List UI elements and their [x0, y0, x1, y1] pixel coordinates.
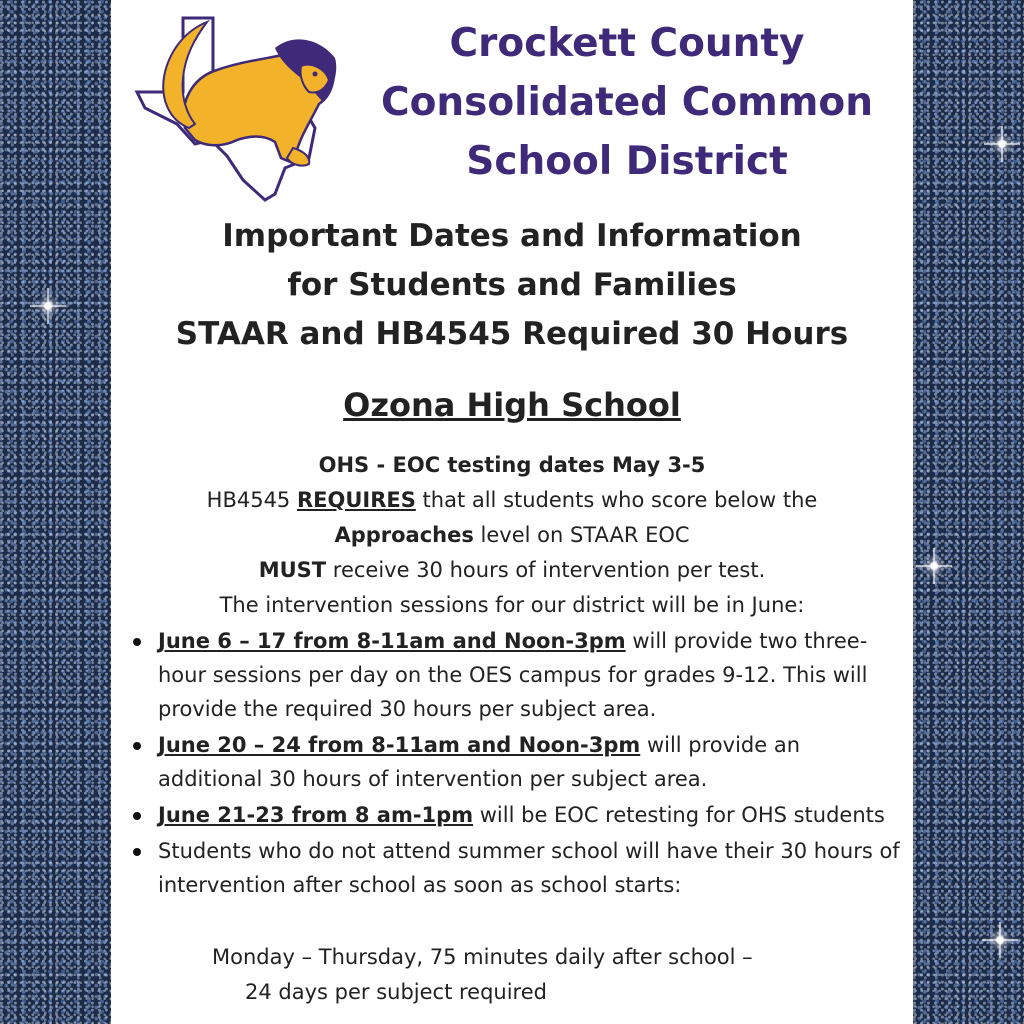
bullet-date: June 20 – 24 from 8-11am and Noon-3pm	[158, 733, 641, 757]
schedule-line-1: Monday – Thursday, 75 minutes daily after school –	[212, 945, 753, 969]
approaches-emphasis: Approaches	[334, 523, 474, 547]
flyer-panel	[111, 0, 913, 1024]
eoc-dates: OHS - EOC testing dates May 3-5	[318, 453, 706, 477]
bullet-date: June 21-23 from 8 am-1pm	[158, 803, 474, 827]
sparkle-icon	[984, 126, 1020, 162]
bullet-text: will provide an additional 30 hours of intervention per subject area.	[158, 733, 801, 791]
headline-line-2: for Students and Families	[287, 267, 737, 303]
district-name	[341, 14, 913, 191]
requirement-line-2	[111, 518, 913, 553]
requires-emphasis: REQUIRES	[296, 488, 416, 512]
district-line-1: Crockett County	[449, 21, 805, 66]
school-name: Ozona High School	[343, 386, 681, 424]
headline-line-1: Important Dates and Information	[222, 218, 802, 254]
intervention-list	[129, 624, 909, 902]
requirement-line-1	[111, 483, 913, 518]
list-item	[129, 834, 909, 902]
bullet-text: will provide two three-hour sessions per day on the OES campus for grades 9-12. This will provide the required 30 hours per subject area.	[158, 629, 868, 721]
headline	[111, 212, 913, 359]
district-line-3: School District	[466, 139, 788, 184]
schedule-line-2: 24 days per subject required	[245, 980, 547, 1004]
requirement-line-4: The intervention sessions for our district will be in June:	[219, 593, 805, 617]
list-item	[129, 624, 909, 726]
bullet-date: June 6 – 17 from 8-11am and Noon-3pm	[158, 629, 626, 653]
sparkle-icon	[916, 548, 952, 584]
requirement-block	[111, 483, 913, 623]
texas-lion-logo-icon	[125, 8, 341, 204]
district-line-2: Consolidated Common	[381, 80, 873, 125]
headline-line-3: STAAR and HB4545 Required 30 Hours	[175, 316, 849, 352]
must-emphasis: MUST	[258, 558, 327, 582]
requirement-text: HB4545	[206, 488, 297, 512]
requirement-text: level on STAAR EOC	[473, 523, 690, 547]
sparkle-icon	[30, 288, 66, 324]
requirement-text: that all students who score below the	[415, 488, 818, 512]
glitter-border-left	[0, 0, 111, 1024]
requirement-line-3	[111, 553, 913, 588]
bullet-text: will be EOC retesting for OHS students	[473, 803, 885, 827]
requirement-text: receive 30 hours of intervention per test.	[326, 558, 766, 582]
list-item	[129, 798, 909, 832]
bullet-text: Students who do not attend summer school will have their 30 hours of intervention after school as soon as school starts:	[158, 839, 900, 897]
list-item	[129, 728, 909, 796]
